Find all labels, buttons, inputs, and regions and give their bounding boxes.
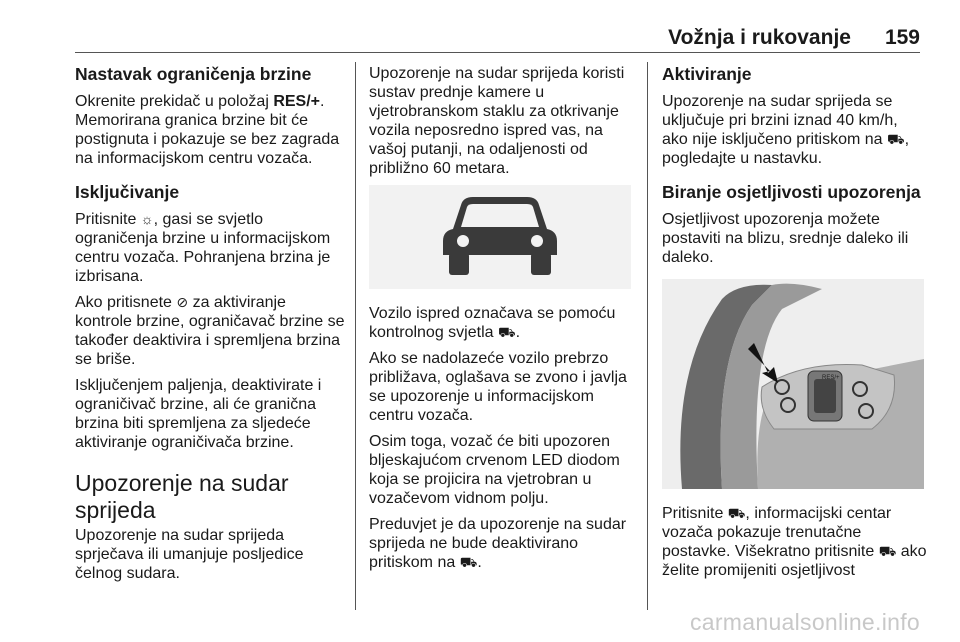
paragraph-activation: Upozorenje na sudar sprijeda se uključuje pri brzini iznad 40 km/h, ako nije isključeno pritiskom na ⛟, pogledajte u nastavku. [662, 93, 910, 167]
column-divider-2 [647, 62, 648, 610]
vehicle-ahead-illustration [369, 185, 631, 294]
vehicle-ahead-icon: ⛟ [497, 324, 516, 340]
section-heading-collision: Upozorenje na sudar sprijeda [75, 470, 289, 523]
paragraph-sensitivity: Osjetljivost upozorenja možete postaviti na blizu, srednje daleko ili daleko. [662, 211, 909, 266]
res-plus-label: RES/+ [273, 93, 321, 110]
steering-wheel-illustration [662, 279, 924, 494]
res-plus-label: RES/+ [822, 375, 840, 381]
paragraph-switch-off: Pritisnite ☼, gasi se svjetlo ograničenja brzine u informacijskom centru vozača. Pohranjena brzina je izbrisana. [75, 211, 331, 285]
header-title: Vožnja i rukovanje [668, 26, 851, 49]
heading-sensitivity: Biranje osjetljivosti upozorenja [662, 182, 921, 202]
paragraph-camera: Upozorenje na sudar sprijeda koristi sustav prednje kamere u vjetrobranskom staklu za otkrivanje vozila neposredno ispred vas, na vašoj putanji, na odaljenosti od približno 60 metara. [369, 65, 625, 177]
paragraph-prerequisite: Preduvjet je da upozorenje na sudar sprijeda ne bude deaktivirano pritiskom na ⛟. [369, 516, 627, 571]
page-header [75, 26, 920, 50]
cruise-control-icon: ⊘ [176, 294, 189, 310]
watermark: carmanualsonline.info [689, 609, 920, 635]
paragraph-cruise-control: Ako pritisnete ⊘ za aktiviranje kontrole brzine, ograničavač brzine se također deaktivira i spremljena brzina se briše. [75, 294, 345, 368]
collision-alert-icon: ⛟ [459, 554, 478, 570]
heading-switch-off: Isključivanje [75, 182, 180, 202]
collision-alert-icon: ⛟ [727, 505, 746, 521]
column-1 [75, 64, 345, 590]
page-number: 159 [884, 26, 920, 49]
collision-alert-icon: ⛟ [887, 131, 905, 147]
paragraph-press-button: Pritisnite ⛟, informacijski centar vozača pokazuje trenutačne postavke. Višekratno pritisnite ⛟ ako želite promijeniti osjetljivost [662, 505, 927, 579]
speed-limiter-icon: ☼ [140, 211, 154, 227]
paragraph-resume: Okrenite prekidač u položaj RES/+. Memorirana granica brzine bit će postignuta i pokazuje se bez zagrada na informacijskom centru vozača. [75, 93, 340, 167]
column-3 [662, 64, 927, 587]
paragraph-ignition: Isključenjem paljenja, deaktivirate i ograničivač brzine, ali će granična brzina biti spremljena za sljedeće aktiviranje ograničivača brzine. [75, 377, 322, 451]
steering-wheel-image [662, 279, 924, 489]
header-divider [75, 52, 920, 53]
paragraph-collision-intro: Upozorenje na sudar sprijeda sprječava ili umanjuje posljedice čelnog sudara. [75, 527, 304, 582]
paragraph-chime: Ako se nadolazeće vozilo prebrzo približava, oglašava se zvono i javlja se upozorenje u informacijskom centru vozača. [369, 350, 627, 424]
column-2 [369, 64, 634, 579]
paragraph-indicator: Vozilo ispred označava se pomoću kontrolnog svjetla ⛟. [369, 305, 616, 341]
heading-speed-resume: Nastavak ograničenja brzine [75, 64, 312, 84]
column-divider-1 [355, 62, 356, 610]
car-front-icon [369, 185, 631, 289]
heading-activation: Aktiviranje [662, 64, 752, 84]
collision-alert-icon: ⛟ [878, 543, 897, 559]
paragraph-led: Osim toga, vozač će biti upozoren bljeskajućom crvenom LED diodom koja se projicira na vjetrobran u vozačevom vidnom polju. [369, 433, 620, 507]
